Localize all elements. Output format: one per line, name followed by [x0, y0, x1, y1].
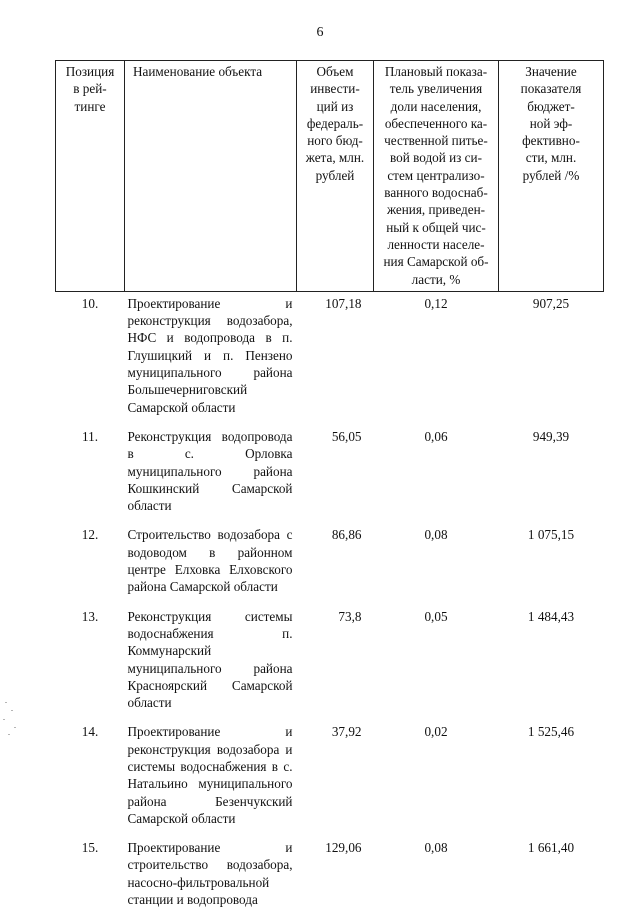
- rating-table: [55, 60, 604, 920]
- table-row: [56, 723, 604, 839]
- row-position: 10.: [81, 295, 99, 311]
- row-investment: 107,18: [325, 295, 362, 311]
- row-investment: 86,86: [331, 527, 362, 543]
- row-object-name: Реконструкция водопровода в с. Орловка муниципального района Кошкинский Самарской области: [127, 428, 293, 514]
- row-investment: 37,92: [331, 724, 362, 740]
- row-share: 0,06: [424, 428, 448, 444]
- table-row: [56, 291, 604, 428]
- row-position: 12.: [81, 527, 99, 543]
- row-position: 14.: [81, 724, 99, 740]
- page-number: 6: [316, 25, 324, 40]
- row-object-name: Проектирование и реконструкция водозабора и системы водоснабжения в с. Натальино муниципального района Безенчукский Самарской области: [127, 724, 293, 826]
- row-position: 11.: [82, 428, 98, 444]
- row-position: 13.: [81, 608, 99, 624]
- row-efficiency: 949,39: [532, 428, 570, 444]
- row-efficiency: 1 484,43: [527, 608, 575, 624]
- scan-specks: [2, 700, 22, 740]
- row-efficiency: 1 525,46: [527, 724, 575, 740]
- table-row: [56, 608, 604, 724]
- row-object-name: Проектирование и реконструкция водозабора, НФС и водопровода в п. Глушицкий и п. Пензено муниципального района Большечерниговский Самарской области: [127, 295, 293, 415]
- row-efficiency: 1 075,15: [527, 527, 575, 543]
- header-object-name: Наименование объекта: [125, 61, 297, 292]
- header-position: Позиция в рей- тинге: [56, 61, 125, 292]
- table-row: [56, 526, 604, 607]
- row-share: 0,05: [424, 608, 448, 624]
- row-share: 0,08: [424, 840, 448, 856]
- row-investment: 129,06: [325, 840, 362, 856]
- row-position: 15.: [81, 840, 99, 856]
- header-budget-efficiency: Значение показателя бюджет- ной эф- фективно- сти, млн. рублей /%: [499, 61, 604, 292]
- row-object-name: Проектирование и строительство водозабора, насосно-фильтровальной станции и водопровода: [127, 840, 293, 908]
- row-share: 0,02: [424, 724, 448, 740]
- table-row: [56, 839, 604, 920]
- row-investment: 56,05: [331, 428, 362, 444]
- row-efficiency: 1 661,40: [527, 840, 575, 856]
- row-share: 0,08: [424, 527, 448, 543]
- header-investment: Объем инвести- ций из федераль- ного бюд- жета, млн. рублей: [297, 61, 374, 292]
- row-object-name: Реконструкция системы водоснабжения п. Коммунарский муниципального района Красноярский Самарской области: [127, 608, 293, 711]
- row-share: 0,12: [424, 295, 448, 311]
- header-share-increase: Плановый показа- тель увеличения доли населения, обеспеченного ка- чественной питье- вой водой из си- стем централизо- ванного водоснаб- жения, приведен- ный к общей чис- ленности населе- ния Самарской об- ласти, %: [374, 61, 499, 292]
- table-row: [56, 428, 604, 526]
- row-efficiency: 907,25: [532, 295, 570, 311]
- row-object-name: Строительство водозабора с водоводом в районном центре Елховка Елховского района Самарской области: [127, 527, 293, 595]
- row-investment: 73,8: [338, 608, 362, 624]
- table-header-row: [56, 61, 604, 292]
